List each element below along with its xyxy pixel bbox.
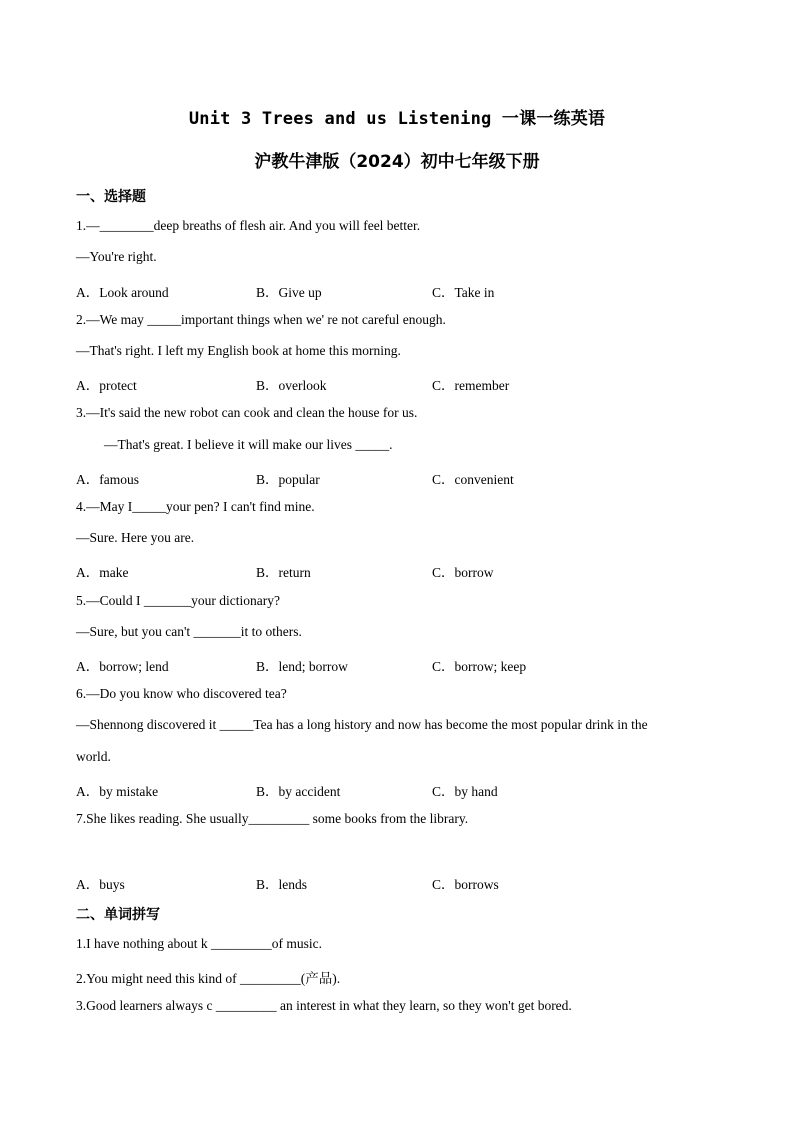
question-1-option-c: C．Take in xyxy=(432,285,495,300)
question-7-option-b: B．lends xyxy=(256,877,308,892)
question-6-reply: —Shennong discovered it _____Tea has a long history and now has become the most popular drink in the xyxy=(76,717,648,732)
question-1-reply: —You're right. xyxy=(76,249,157,264)
question-5-option-a: A．borrow; lend xyxy=(76,659,169,674)
document-title: Unit 3 Trees and us Listening 一课一练英语 xyxy=(188,109,606,129)
question-4-reply: —Sure. Here you are. xyxy=(76,530,195,545)
question-5-option-b: B．lend; borrow xyxy=(256,659,348,674)
question-2-option-b: B．overlook xyxy=(256,378,327,393)
document-subtitle: 沪教牛津版（2024）初中七年级下册 xyxy=(254,152,540,172)
question-3-reply: —That's great. I believe it will make our lives _____. xyxy=(104,437,393,452)
question-3-option-b: B．popular xyxy=(256,472,320,487)
question-6-stem: 6.—Do you know who discovered tea? xyxy=(76,686,287,701)
question-4-option-a: A．make xyxy=(76,565,129,580)
question-4-option-c: C．borrow xyxy=(432,565,494,580)
question-3-stem: 3.—It's said the new robot can cook and clean the house for us. xyxy=(76,405,418,420)
question-7-stem: 7.She likes reading. She usually_________ some books from the library. xyxy=(76,811,469,826)
spelling-item: 3.Good learners always c _________ an interest in what they learn, so they won't get bored. xyxy=(76,998,572,1013)
spelling-item: 2.You might need this kind of _________(产品). xyxy=(76,971,341,986)
question-6-option-c: C．by hand xyxy=(432,784,498,799)
question-2-stem: 2.—We may _____important things when we' re not careful enough. xyxy=(76,312,446,327)
question-6-reply-continued: world. xyxy=(76,749,111,764)
question-6-option-b: B．by accident xyxy=(256,784,341,799)
question-3-option-c: C．convenient xyxy=(432,472,514,487)
question-2-reply: —That's right. I left my English book at home this morning. xyxy=(76,343,401,358)
question-4-option-b: B．return xyxy=(256,565,311,580)
spelling-item: 1.I have nothing about k _________of music. xyxy=(76,936,322,951)
question-7-option-c: C．borrows xyxy=(432,877,499,892)
question-1-option-a: A．Look around xyxy=(76,285,169,300)
question-7-option-a: A．buys xyxy=(76,877,125,892)
question-1-option-b: B．Give up xyxy=(256,285,322,300)
section-heading-choice: 一、选择题 xyxy=(76,189,146,205)
question-6-option-a: A．by mistake xyxy=(76,784,159,799)
question-5-reply: —Sure, but you can't _______it to others. xyxy=(76,624,302,639)
question-5-stem: 5.—Could I _______your dictionary? xyxy=(76,593,280,608)
question-3-option-a: A．famous xyxy=(76,472,139,487)
question-1-stem: 1.—________deep breaths of flesh air. And you will feel better. xyxy=(76,218,421,233)
question-4-stem: 4.—May I_____your pen? I can't find mine. xyxy=(76,499,315,514)
question-2-option-a: A．protect xyxy=(76,378,137,393)
question-2-option-c: C．remember xyxy=(432,378,510,393)
section-heading-spelling: 二、单词拼写 xyxy=(76,907,160,923)
question-5-option-c: C．borrow; keep xyxy=(432,659,527,674)
